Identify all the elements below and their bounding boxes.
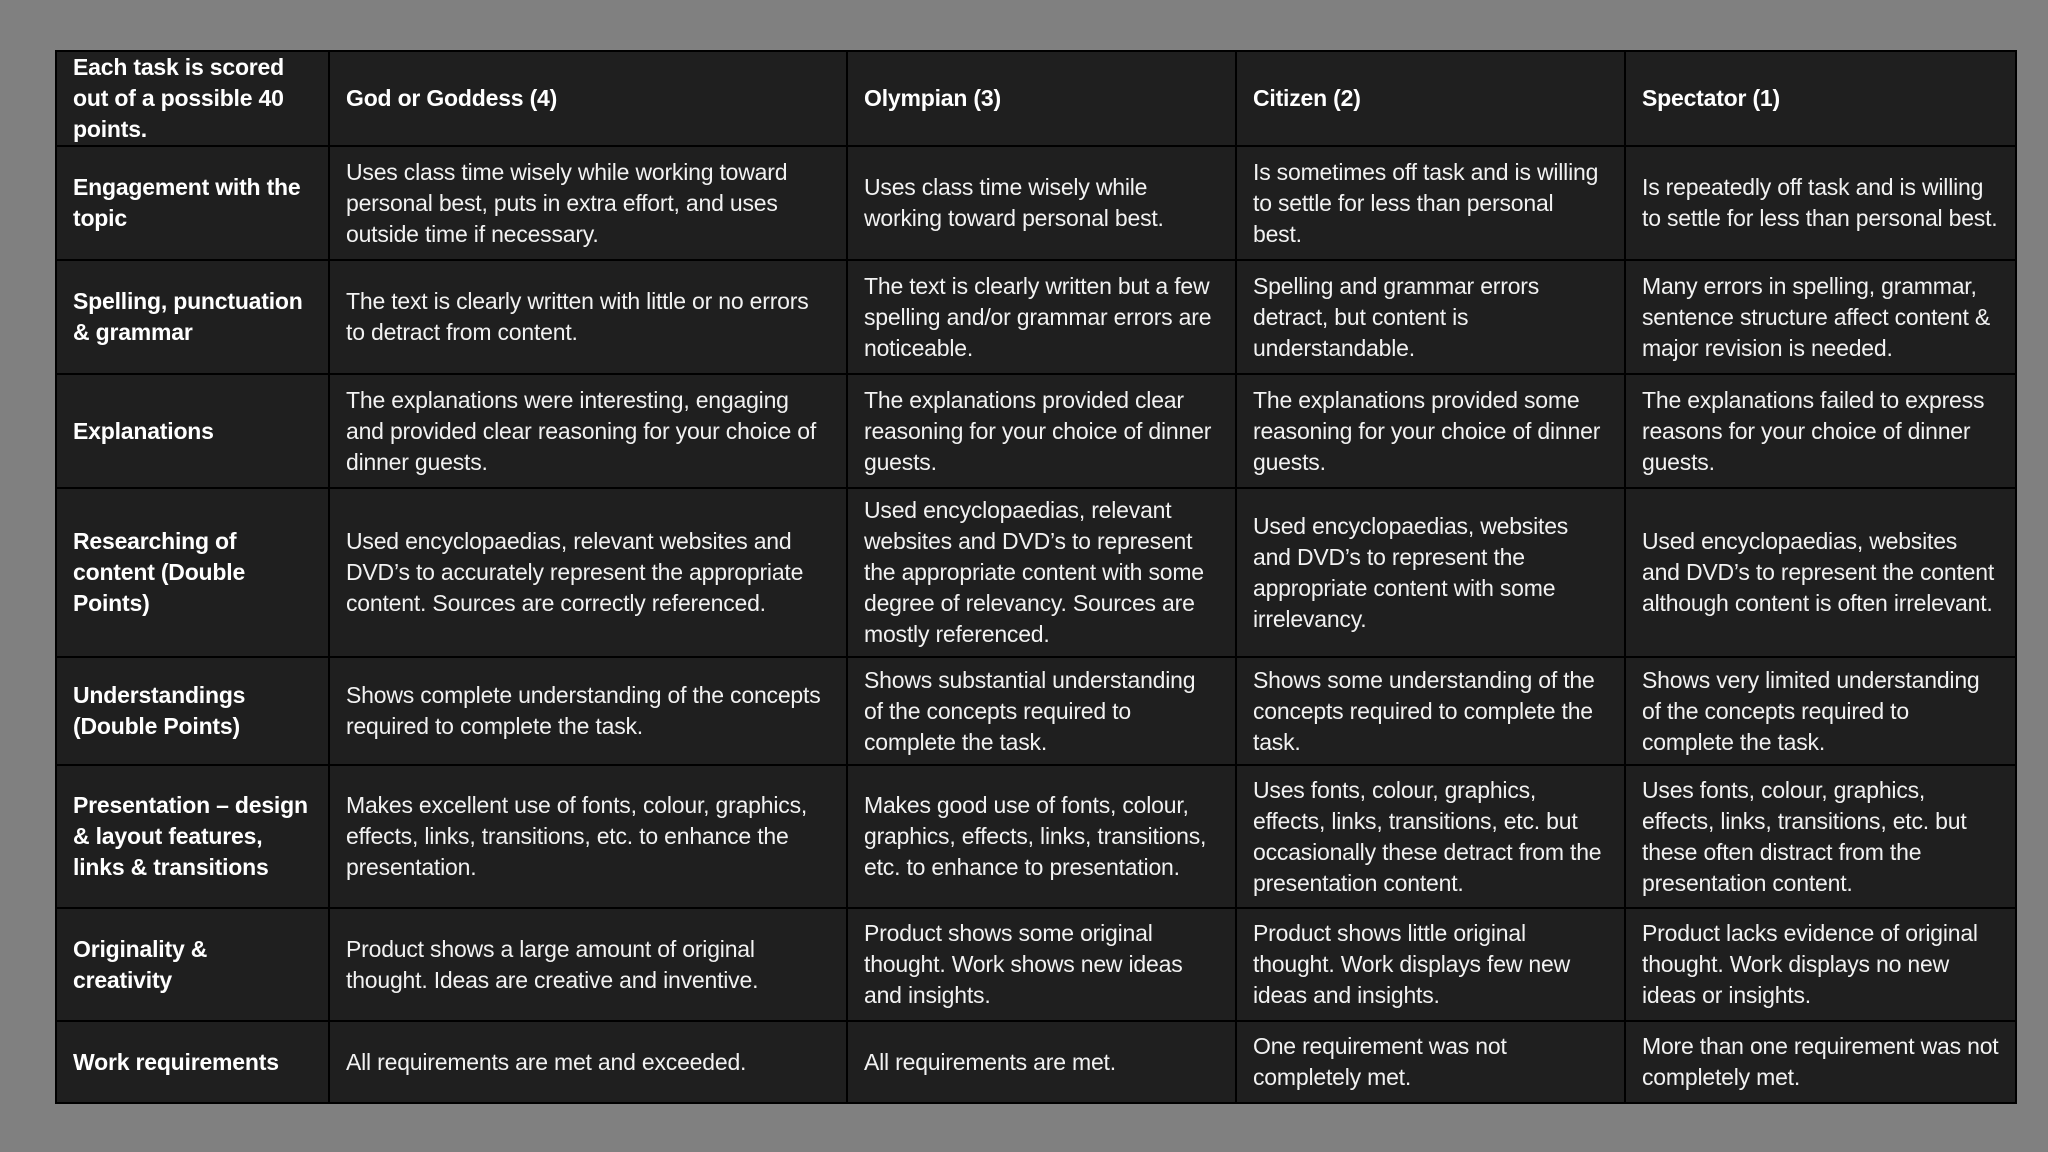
table-cell: Uses fonts, colour, graphics, effects, links, transitions, etc. but occasionally these detract from the presentation content. [1236, 765, 1625, 908]
table-cell: Product shows some original thought. Work shows new ideas and insights. [847, 908, 1236, 1021]
table-cell: Is sometimes off task and is willing to settle for less than personal best. [1236, 146, 1625, 260]
criterion-work-requirements: Work requirements [56, 1021, 329, 1103]
header-row [56, 51, 2016, 146]
table-cell: Uses class time wisely while working toward personal best, puts in extra effort, and uses outside time if necessary. [329, 146, 847, 260]
level-header-citizen: Citizen (2) [1236, 51, 1625, 146]
table-cell: More than one requirement was not completely met. [1625, 1021, 2016, 1103]
criterion-originality: Originality & creativity [56, 908, 329, 1021]
table-cell: Uses fonts, colour, graphics, effects, links, transitions, etc. but these often distract from the presentation content. [1625, 765, 2016, 908]
level-header-olympian: Olympian (3) [847, 51, 1236, 146]
criterion-explanations: Explanations [56, 374, 329, 488]
criterion-presentation: Presentation – design & layout features, links & transitions [56, 765, 329, 908]
corner-note: Each task is scored out of a possible 40 points. [56, 51, 329, 146]
table-cell: The explanations provided clear reasoning for your choice of dinner guests. [847, 374, 1236, 488]
table-cell: Shows some understanding of the concepts required to complete the task. [1236, 657, 1625, 765]
criterion-engagement: Engagement with the topic [56, 146, 329, 260]
rubric-table [55, 50, 2017, 1104]
table-cell: Uses class time wisely while working toward personal best. [847, 146, 1236, 260]
criterion-spelling: Spelling, punctuation & grammar [56, 260, 329, 374]
table-cell: Used encyclopaedias, relevant websites and DVD’s to represent the appropriate content with some degree of relevancy. Sources are mostly referenced. [847, 488, 1236, 657]
table-cell: Shows complete understanding of the concepts required to complete the task. [329, 657, 847, 765]
table-cell: The text is clearly written with little or no errors to detract from content. [329, 260, 847, 374]
table-row [56, 765, 2016, 908]
table-cell: Used encyclopaedias, relevant websites and DVD’s to accurately represent the appropriate content. Sources are correctly referenced. [329, 488, 847, 657]
table-cell: Makes good use of fonts, colour, graphics, effects, links, transitions, etc. to enhance to presentation. [847, 765, 1236, 908]
table-cell: The explanations failed to express reasons for your choice of dinner guests. [1625, 374, 2016, 488]
table-cell: Product shows little original thought. Work displays few new ideas and insights. [1236, 908, 1625, 1021]
table-cell: Spelling and grammar errors detract, but content is understandable. [1236, 260, 1625, 374]
table-cell: Used encyclopaedias, websites and DVD’s to represent the appropriate content with some irrelevancy. [1236, 488, 1625, 657]
table-row [56, 146, 2016, 260]
table-cell: The text is clearly written but a few spelling and/or grammar errors are noticeable. [847, 260, 1236, 374]
table-row [56, 657, 2016, 765]
table-cell: Product lacks evidence of original thought. Work displays no new ideas or insights. [1625, 908, 2016, 1021]
criterion-researching: Researching of content (Double Points) [56, 488, 329, 657]
table-cell: Shows very limited understanding of the concepts required to complete the task. [1625, 657, 2016, 765]
table-row [56, 1021, 2016, 1103]
table-row [56, 908, 2016, 1021]
criterion-understandings: Understandings (Double Points) [56, 657, 329, 765]
table-row [56, 260, 2016, 374]
table-cell: All requirements are met and exceeded. [329, 1021, 847, 1103]
table-cell: The explanations were interesting, engaging and provided clear reasoning for your choice of dinner guests. [329, 374, 847, 488]
table-cell: All requirements are met. [847, 1021, 1236, 1103]
table-cell: Makes excellent use of fonts, colour, graphics, effects, links, transitions, etc. to enhance the presentation. [329, 765, 847, 908]
table-row [56, 374, 2016, 488]
level-header-spectator: Spectator (1) [1625, 51, 2016, 146]
table-cell: Used encyclopaedias, websites and DVD’s to represent the content although content is often irrelevant. [1625, 488, 2016, 657]
table-cell: The explanations provided some reasoning for your choice of dinner guests. [1236, 374, 1625, 488]
level-header-god-or-goddess: God or Goddess (4) [329, 51, 847, 146]
table-cell: Many errors in spelling, grammar, sentence structure affect content & major revision is needed. [1625, 260, 2016, 374]
table-row [56, 488, 2016, 657]
table-cell: Shows substantial understanding of the concepts required to complete the task. [847, 657, 1236, 765]
table-cell: Is repeatedly off task and is willing to settle for less than personal best. [1625, 146, 2016, 260]
table-cell: Product shows a large amount of original thought. Ideas are creative and inventive. [329, 908, 847, 1021]
table-cell: One requirement was not completely met. [1236, 1021, 1625, 1103]
